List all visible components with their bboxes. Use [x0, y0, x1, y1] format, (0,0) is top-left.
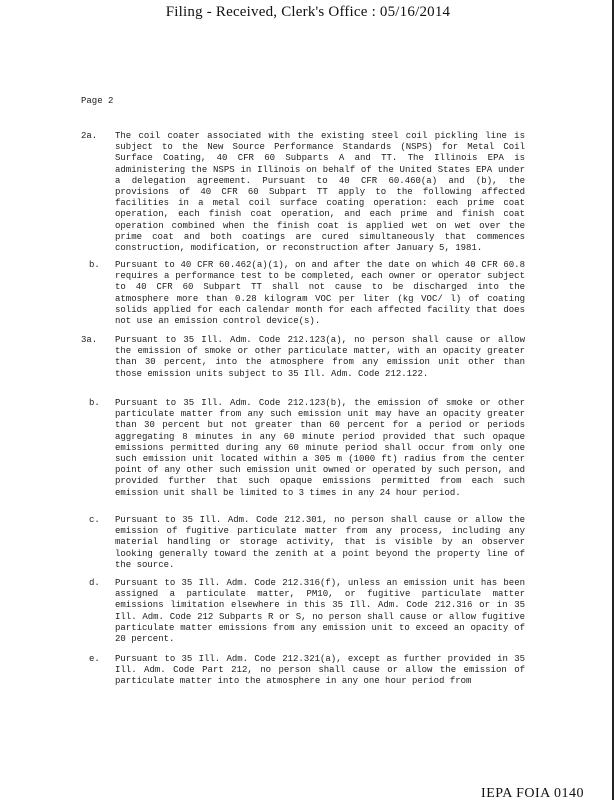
condition-label: e.	[89, 654, 100, 664]
condition-text: Pursuant to 35 Ill. Adm. Code 212.123(a), no person shall cause or allow the emission of smoke or other particulate matter, with an opacity greater than 30 percent, into the atmosphere from any emission unit other than those emission units subject to 35 Ill. Adm. Code 212.122.	[115, 335, 525, 379]
condition-label: c.	[89, 515, 100, 525]
condition-label: 3a.	[81, 335, 98, 345]
condition-text: The coil coater associated with the existing steel coil pickling line is subject to the New Source Performance Standards (NSPS) for Metal Coil Surface Coating, 40 CFR 60 Subparts A and TT. The Illinois EPA is administering the NSPS in Illinois on behalf of the United States EPA under a delegation agreement. Pursuant to 40 CFR 60.460(a) and (b), the provisions of 40 CFR 60 Subpart TT apply to the following affected facilities in a metal coil surface coating operation: each prime coat operation, each finish coat operation, and each prime and finish coat operation combined when the finish coat is applied wet on wet over the prime coat and both coatings are cured simultaneously that commences construction, modification, or reconstruction after January 5, 1981.	[115, 131, 525, 254]
scan-edge-line	[612, 0, 614, 800]
condition-text: Pursuant to 35 Ill. Adm. Code 212.123(b), the emission of smoke or other particulate matter from any such emission unit may have an opacity greater than 30 percent but not greater than 60 percent for a period or periods aggregating 8 minutes in any 60 minute period provided that such opaque emissions permitted during any 60 minute period shall occur from only one such emission unit located within a 305 m (1000 ft) radius from the center point of any other such emission unit owned or operated by such person, and provided further that such opaque emissions permitted from each such emission unit shall be limited to 3 times in any 24 hour period.	[115, 398, 525, 498]
bates-stamp: IEPA FOIA 0140	[481, 786, 584, 801]
filing-header: Filing - Received, Clerk's Office : 05/16/2014	[165, 4, 451, 20]
condition-label: 2a.	[81, 131, 98, 141]
condition-text: Pursuant to 35 Ill. Adm. Code 212.301, no person shall cause or allow the emission of fugitive particulate matter from any process, including any material handling or storage activity, that is visible by an observer looking generally toward the zenith at a point beyond the property line of the source.	[115, 515, 525, 570]
condition-label: d.	[89, 578, 100, 588]
condition-label: b.	[89, 260, 100, 270]
condition-text: Pursuant to 35 Ill. Adm. Code 212.321(a), except as further provided in 35 Ill. Adm. Code Part 212, no person shall cause or allow the emission of particulate matter into the atmosphere in any one hour period from	[115, 654, 525, 687]
condition-text: Pursuant to 35 Ill. Adm. Code 212.316(f), unless an emission unit has been assigned a particulate matter, PM10, or fugitive particulate matter emissions limitation elsewhere in this 35 Ill. Adm. Code 212.316 or in 35 Ill. Adm. Code 212 Subparts R or S, no person shall cause or allow fugitive particulate matter emissions from any emission unit to exceed an opacity of 20 percent.	[115, 578, 525, 645]
page-number: Page 2	[81, 96, 114, 106]
condition-text: Pursuant to 40 CFR 60.462(a)(1), on and after the date on which 40 CFR 60.8 requires a performance test to be completed, each owner or operator subject to 40 CFR 60 Subpart TT shall not cause to be discharged into the atmosphere more than 0.28 kilogram VOC per liter (kg VOC/ l) of coating solids applied for each calendar month for each affected facility that does not use an emission control device(s).	[115, 260, 525, 327]
condition-label: b.	[89, 398, 100, 408]
